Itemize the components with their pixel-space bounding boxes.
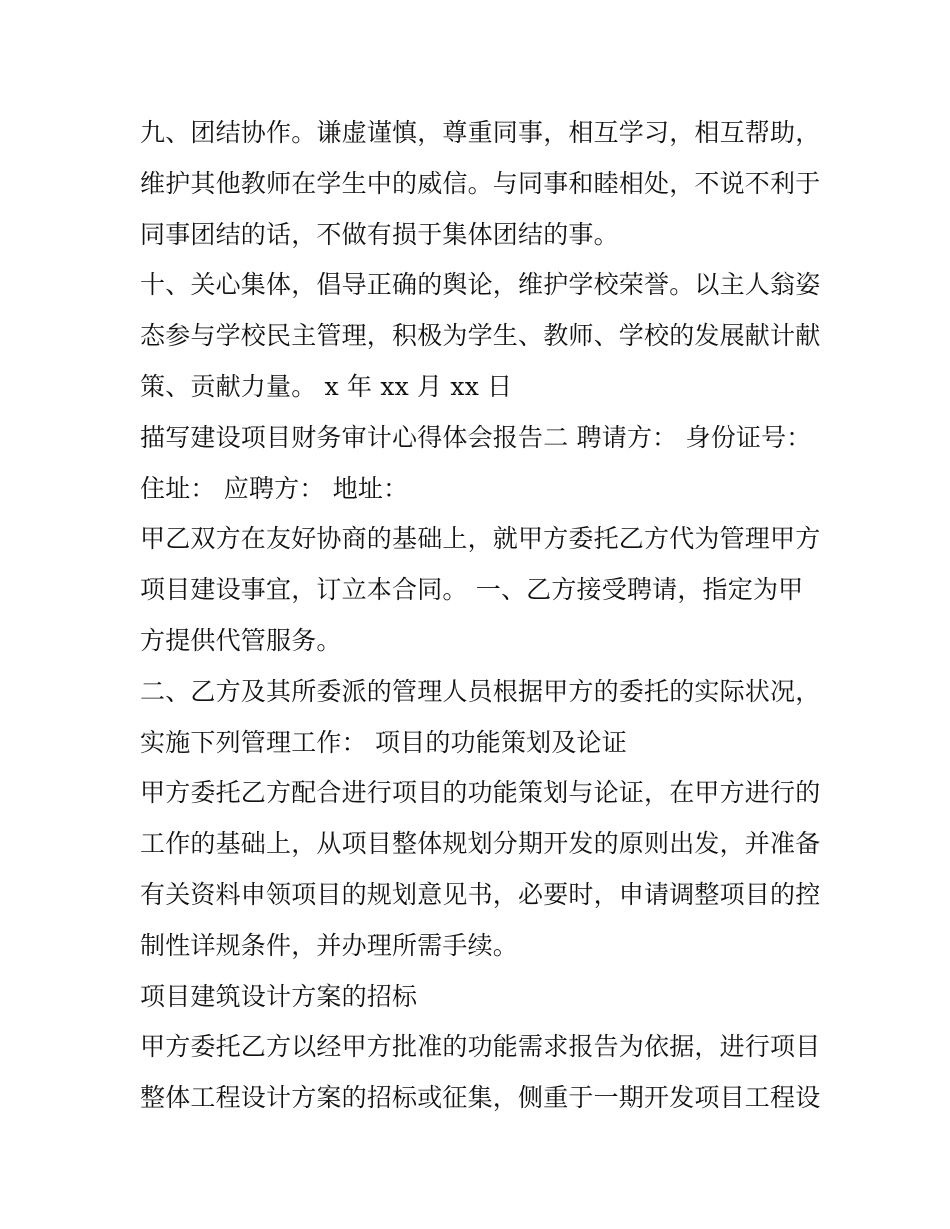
text-line: 方提供代管服务。 <box>140 625 342 655</box>
text-line: 制性详规条件，并办理所需手续。 <box>140 930 519 960</box>
text-line: 描写建设项目财务审计心得体会报告二 聘请方： 身份证号： <box>140 422 812 452</box>
text-line: 九、团结协作。谦虚谨慎，尊重同事，相互学习，相互帮助， <box>140 118 821 147</box>
text-line: 维护其他教师在学生中的威信。与同事和睦相处，不说不利于 <box>140 168 821 198</box>
text-line: 工作的基础上，从项目整体规划分期开发的原则出发，并准备 <box>140 829 821 859</box>
text-line: 二、乙方及其所委派的管理人员根据甲方的委托的实际状况， <box>140 676 821 706</box>
text-line: 十、关心集体，倡导正确的舆论，维护学校荣誉。以主人翁姿 <box>140 270 821 300</box>
text-line: 甲方委托乙方以经甲方批准的功能需求报告为依据，进行项目 <box>140 1032 821 1062</box>
text-line: 整体工程设计方案的招标或征集，侧重于一期开发项目工程设 <box>140 1083 821 1113</box>
text-line: 住址： 应聘方： 地址： <box>140 473 409 503</box>
document-body <box>140 108 820 1124</box>
text-line: 同事团结的话，不做有损于集体团结的事。 <box>140 219 619 249</box>
text-line: 项目建筑设计方案的招标 <box>140 981 418 1011</box>
text-line: 策、贡献力量。 x 年 xx 月 xx 日 <box>140 371 513 401</box>
text-line: 甲乙双方在友好协商的基础上，就甲方委托乙方代为管理甲方 <box>140 524 821 554</box>
text-line: 态参与学校民主管理，积极为学生、教师、学校的发展献计献 <box>140 321 821 351</box>
text-line: 甲方委托乙方配合进行项目的功能策划与论证，在甲方进行的 <box>140 778 821 808</box>
text-line: 项目建设事宜，订立本合同。 一、乙方接受聘请，指定为甲 <box>140 575 804 605</box>
text-line: 实施下列管理工作： 项目的功能策划及论证 <box>140 727 627 757</box>
text-line: 有关资料申领项目的规划意见书，必要时，申请调整项目的控 <box>140 879 821 909</box>
